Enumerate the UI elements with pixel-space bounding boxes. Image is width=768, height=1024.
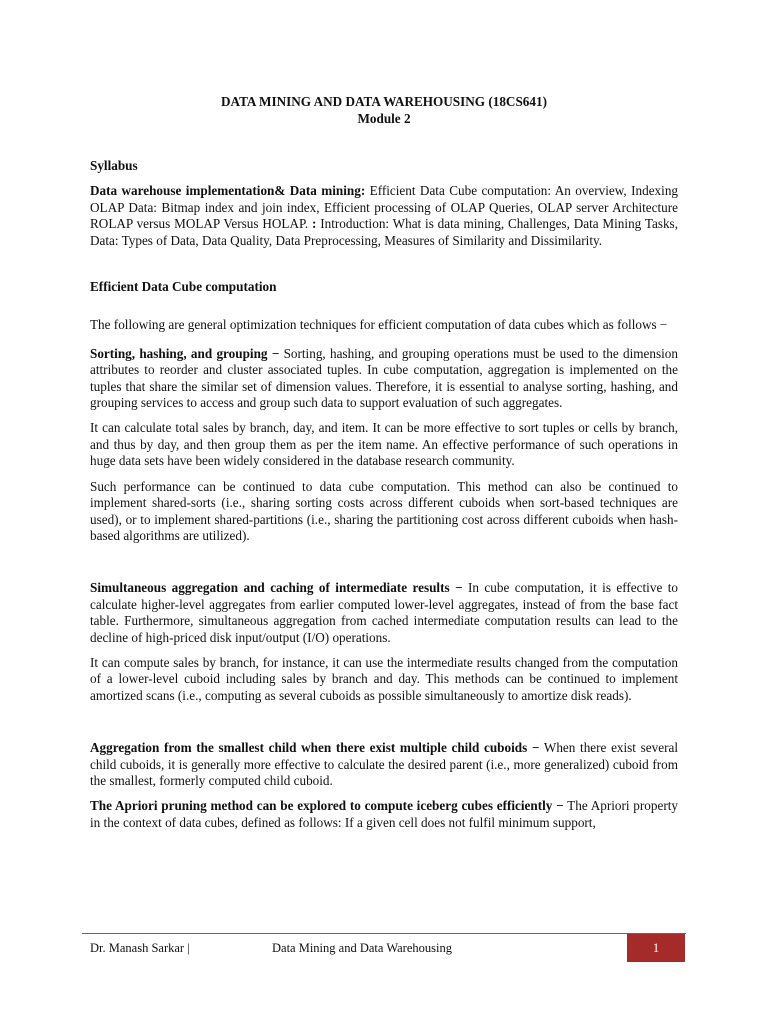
syllabus-text: Efficient Data Cube computation: An overview, Indexing OLAP Data: Bitmap index and join index, Efficient processing of OLAP Queries, OLAP server Architecture ROLAP versus MOLAP Versus HOLAP.: [90, 183, 679, 232]
sorting-lead: Sorting, hashing, and grouping −: [90, 345, 280, 361]
sorting-text: Sorting, hashing, and grouping operations must be used to the dimension attributes to reorder and cluster associated tuples. In cube computation, aggregation is implemented on the tuples that share the similar set of dimension values. Therefore, it is essential to analyse sorting, hashing, and grouping services to access and group such data to support evaluation of such aggregates.: [90, 345, 678, 411]
footer-title: Data Mining and Data Warehousing: [272, 941, 452, 955]
footer-divider: [82, 933, 686, 934]
syllabus-text-2: Introduction: What is data mining, Challenges, Data Mining Tasks, Data: Types of Data, Data Quality, Data Preprocessing, Measures of Similarity and Dissimilarity.: [90, 216, 678, 248]
simultaneous-paragraph-2: It can compute sales by branch, for instance, it can use the intermediate results changed from the computation of a lower-level cuboid including sales by branch and day. This methods can be continued to implement amortized scans (i.e., computing as several cuboids as possible simultaneously to amortize disk reads).: [90, 654, 678, 703]
section-heading: Efficient Data Cube computation: [90, 279, 277, 295]
simultaneous-paragraph: [90, 580, 678, 646]
simultaneous-text: In cube computation, it is effective to calculate higher-level aggregates from earlier computed lower-level aggregates, instead of from the base fact table. Furthermore, simultaneous aggregation from cached intermediate computation results can lead to the decline of high-priced disk input/output (I/O) operations.: [90, 580, 678, 645]
sorting-paragraph-3: Such performance can be continued to data cube computation. This method can also be continued to implement shared-sorts (i.e., sharing sorting costs across different cuboids when sort-based techniques are used), or to implement shared-partitions (i.e., sharing the partitioning cost across different cuboids when hash-based algorithms are utilized).: [90, 478, 678, 543]
syllabus-heading: Syllabus: [90, 158, 138, 173]
smallest-child-text: When there exist several child cuboids, it is generally more effective to calculate the desired parent (i.e., more generalized) cuboid from the smallest, formerly computed child cuboid.: [90, 740, 678, 788]
section-intro: The following are general optimization techniques for efficient computation of data cubes which as follows −: [90, 317, 668, 333]
module-label: Module 2: [357, 111, 411, 126]
sorting-paragraph-2: It can calculate total sales by branch, day, and item. It can be more effective to sort tuples or cells by branch, and thus by day, and then group them as per the item name. An effective performance of such operations in huge data sets have been widely considered in the database research community.: [90, 420, 678, 469]
apriori-paragraph: [90, 798, 678, 831]
page-number-badge: [627, 934, 685, 962]
apriori-text: The Apriori property in the context of data cubes, defined as follows: If a given cell does not fulfil minimum support,: [90, 798, 678, 830]
smallest-child-lead: Aggregation from the smallest child when there exist multiple child cuboids −: [90, 740, 540, 756]
footer-author: Dr. Manash Sarkar |: [90, 941, 190, 955]
document-title: DATA MINING AND DATA WAREHOUSING (18CS641): [221, 94, 547, 109]
sorting-paragraph: [90, 346, 678, 412]
page-number: 1: [652, 940, 660, 955]
document-header: [90, 93, 678, 127]
syllabus-lead: Data warehouse implementation& Data mining:: [90, 183, 366, 199]
syllabus-colon: :: [311, 216, 317, 232]
syllabus-paragraph: [90, 183, 678, 249]
syllabus-block: [90, 158, 678, 249]
apriori-lead: The Apriori pruning method can be explored to compute iceberg cubes efficiently −: [90, 798, 564, 814]
simultaneous-lead: Simultaneous aggregation and caching of intermediate results −: [90, 580, 463, 596]
document-body: [90, 158, 678, 840]
smallest-child-paragraph: [90, 740, 678, 789]
